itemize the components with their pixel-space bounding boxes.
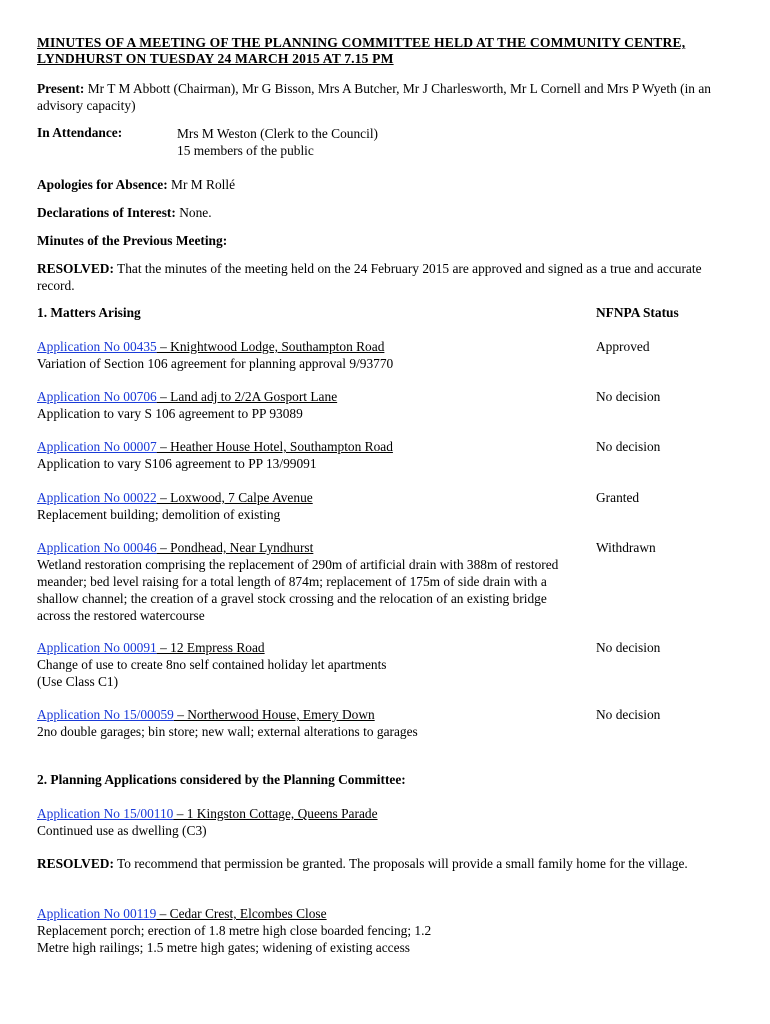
list-item (37, 805, 734, 839)
application-description: Change of use to create 8no self contained holiday let apartments (37, 657, 387, 672)
status-value: No decision (596, 640, 661, 655)
application-link[interactable]: Application No 00435 (37, 339, 157, 354)
application-address: – 12 Empress Road (156, 640, 265, 655)
matters-arising-heading: 1. Matters Arising (37, 305, 141, 320)
status-value: No decision (596, 389, 661, 404)
application-link[interactable]: Application No 00022 (37, 490, 157, 505)
application-link[interactable]: Application No 00119 (37, 906, 157, 921)
application-description: Continued use as dwelling (C3) (37, 823, 207, 838)
application-description: Wetland restoration comprising the replacement of 290m of artificial drain with 388m of restored meander; bed level raising for a total length of 874m; replacement of 175m of side drain with a shallow channel; the creation of a gravel stock crossing and the relocation of an existing bridge across the restored watercourse (37, 557, 559, 623)
resolved-label: RESOLVED: (37, 856, 114, 871)
apologies-paragraph (37, 176, 734, 193)
declarations-label: Declarations of Interest: (37, 205, 176, 220)
attendance-line-2: 15 members of the public (177, 143, 314, 158)
list-item (37, 539, 567, 624)
attendance-label: In Attendance: (37, 125, 123, 140)
application-description: Variation of Section 106 agreement for planning approval 9/93770 (37, 356, 394, 371)
list-item (37, 338, 567, 372)
application-address: – Cedar Crest, Elcombes Close (156, 906, 327, 921)
resolved-text: To recommend that permission be granted. The proposals will provide a small family home for the village. (117, 856, 688, 871)
list-item (37, 905, 734, 956)
apologies-text: Mr M Rollé (171, 177, 236, 192)
application-description: Application to vary S106 agreement to PP 13/99091 (37, 456, 317, 471)
status-value: Withdrawn (596, 540, 656, 555)
application-description: Replacement building; demolition of existing (37, 507, 281, 522)
document-title: MINUTES OF A MEETING OF THE PLANNING COMMITTEE HELD AT THE COMMUNITY CENTRE, LYNDHURST ON TUESDAY 24 MARCH 2015 AT 7.15 PM (37, 35, 686, 66)
apologies-label: Apologies for Absence: (37, 177, 168, 192)
application-address: – Loxwood, 7 Calpe Avenue (156, 490, 313, 505)
status-value: No decision (596, 707, 661, 722)
application-link[interactable]: Application No 00007 (37, 439, 157, 454)
application-link[interactable]: Application No 15/00059 (37, 707, 174, 722)
present-text: Mr T M Abbott (Chairman), Mr G Bisson, Mrs A Butcher, Mr J Charlesworth, Mr L Cornell and Mrs P Wyeth (in an advisory capacity) (37, 81, 711, 113)
status-value: No decision (596, 439, 661, 454)
list-item (37, 706, 567, 740)
application-link[interactable]: Application No 15/00110 (37, 806, 174, 821)
application-description: Replacement porch; erection of 1.8 metre high close boarded fencing; 1.2 (37, 923, 432, 938)
application-address: – 1 Kingston Cottage, Queens Parade (173, 806, 378, 821)
application-address: – Heather House Hotel, Southampton Road (156, 439, 393, 454)
nfnpa-status-heading: NFNPA Status (596, 305, 679, 320)
application-description-line-2: Metre high railings; 1.5 metre high gates; widening of existing access (37, 940, 410, 955)
application-address: – Northerwood House, Emery Down (173, 707, 375, 722)
attendance-line-1: Mrs M Weston (Clerk to the Council) (177, 126, 379, 141)
present-paragraph (37, 80, 734, 114)
planning-resolution (37, 855, 734, 872)
resolved-label: RESOLVED: (37, 261, 114, 276)
application-link[interactable]: Application No 00091 (37, 640, 157, 655)
declarations-text: None. (179, 205, 212, 220)
application-description: 2no double garages; bin store; new wall; external alterations to garages (37, 724, 418, 739)
planning-applications-heading: 2. Planning Applications considered by the Planning Committee: (37, 772, 406, 787)
application-link[interactable]: Application No 00046 (37, 540, 157, 555)
application-link[interactable]: Application No 00706 (37, 389, 157, 404)
list-item (37, 639, 567, 690)
application-address: – Land adj to 2/2A Gosport Lane (156, 389, 338, 404)
present-label: Present: (37, 81, 85, 96)
status-value: Granted (596, 490, 640, 505)
application-description-line-2: (Use Class C1) (37, 674, 119, 689)
previous-minutes-resolution (37, 260, 734, 294)
application-address: – Knightwood Lodge, Southampton Road (156, 339, 385, 354)
list-item (37, 388, 567, 422)
declarations-paragraph (37, 204, 734, 221)
status-value: Approved (596, 339, 650, 354)
application-description: Application to vary S 106 agreement to PP 93089 (37, 406, 303, 421)
resolved-text: That the minutes of the meeting held on the 24 February 2015 are approved and signed as a true and accurate record. (37, 261, 702, 293)
list-item (37, 489, 567, 523)
application-address: – Pondhead, Near Lyndhurst (156, 540, 314, 555)
previous-minutes-heading: Minutes of the Previous Meeting: (37, 233, 228, 248)
list-item (37, 438, 567, 472)
